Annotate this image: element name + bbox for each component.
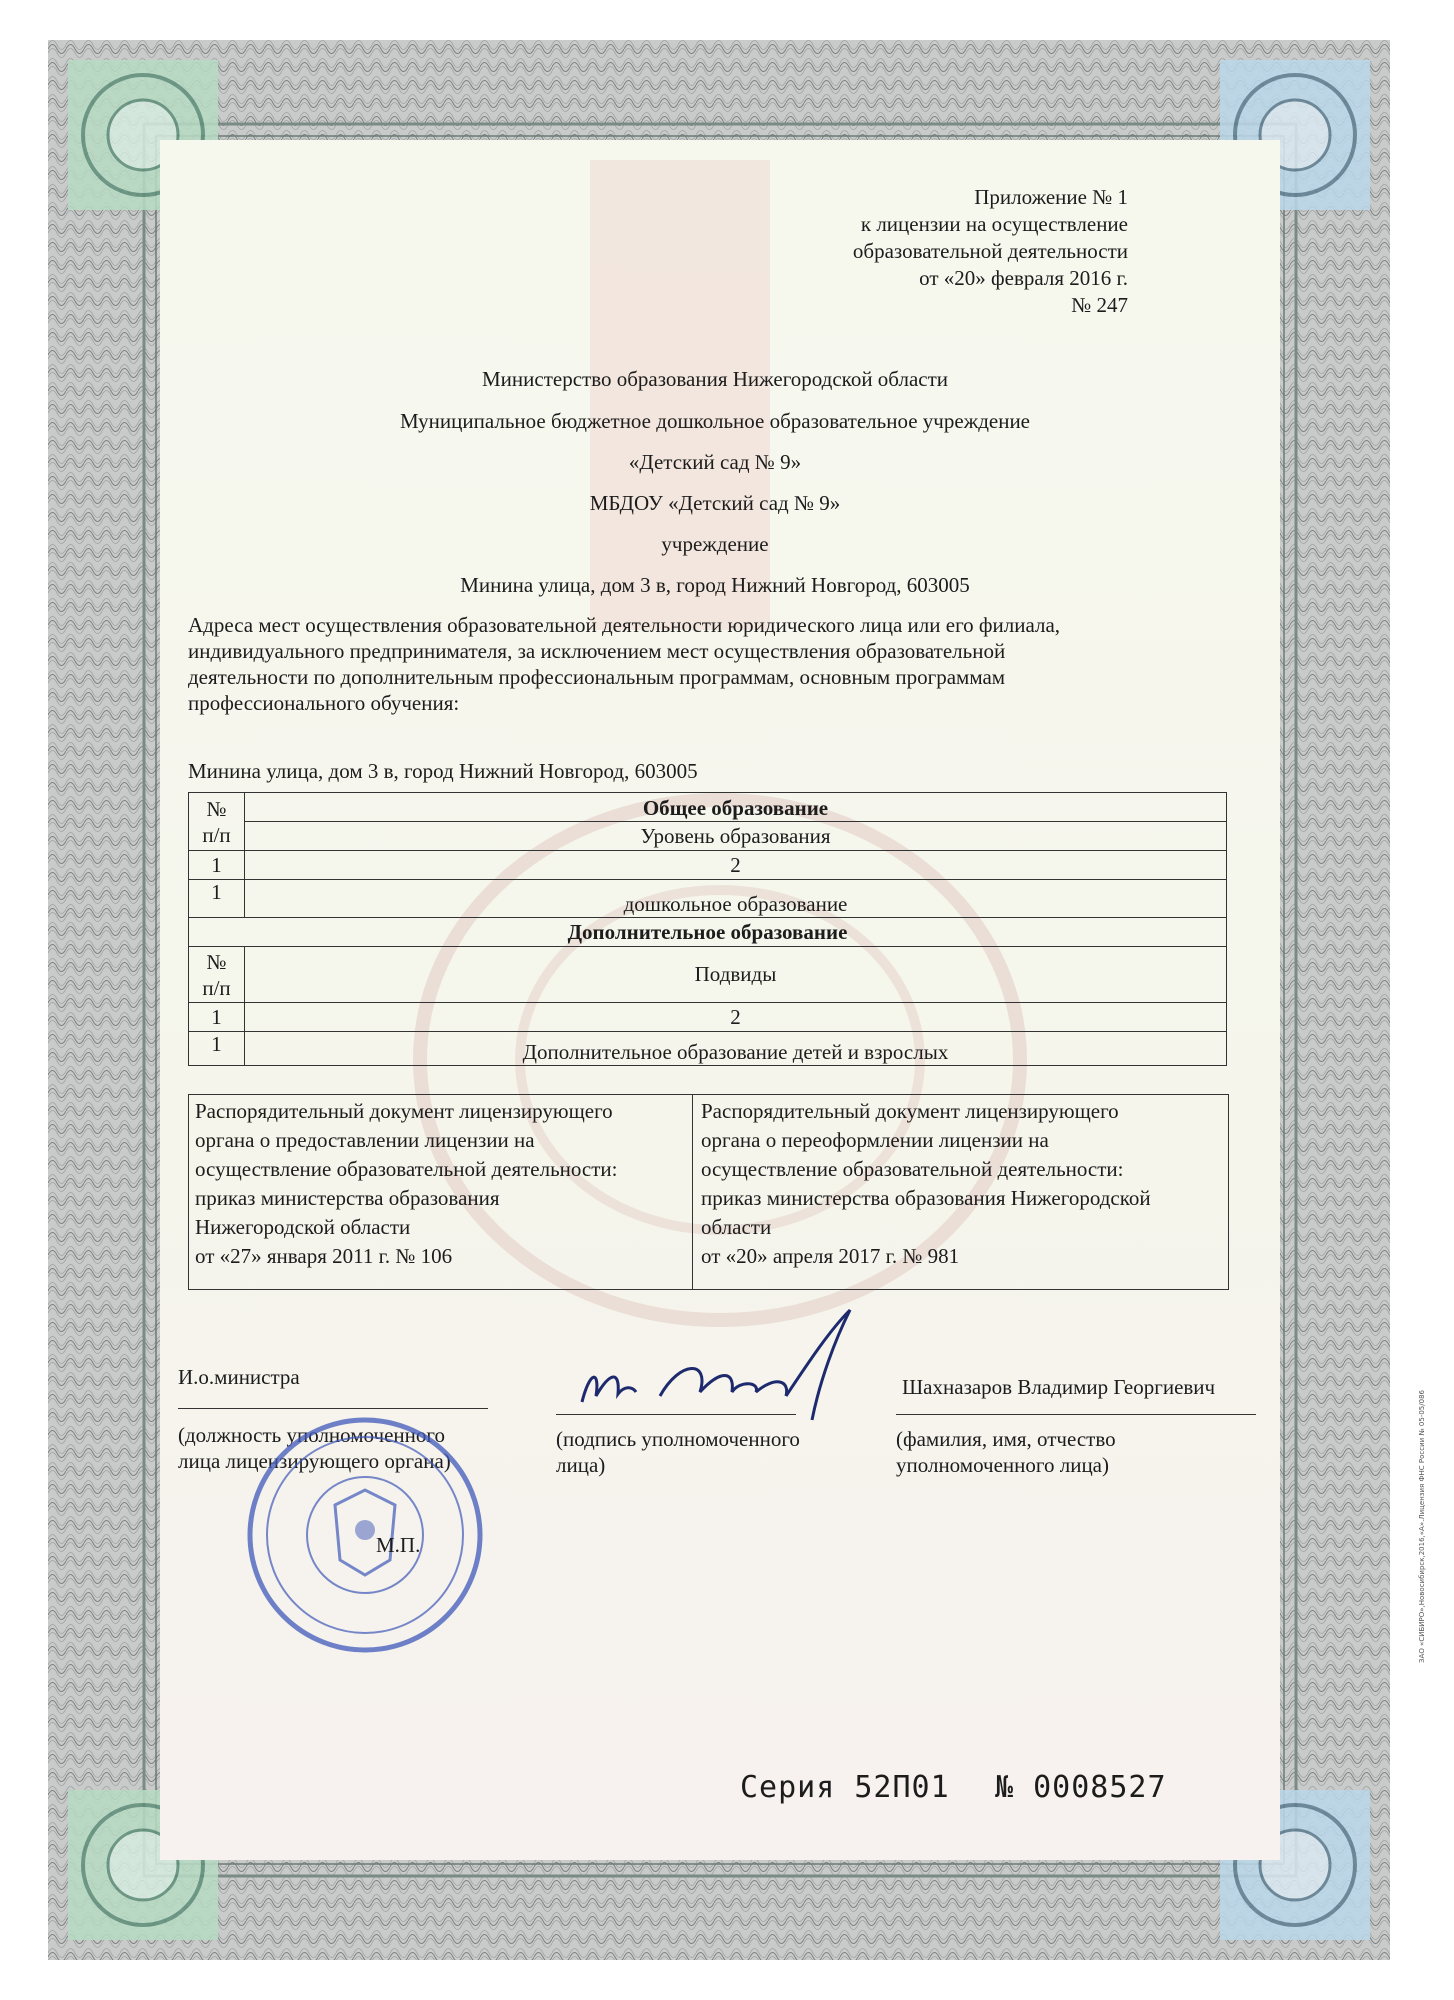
order-line: Распорядительный документ лицензирующего: [701, 1099, 1119, 1123]
signature-caption: (подпись уполномоченного: [556, 1427, 800, 1451]
addresses-note: Адреса мест осуществления образовательной деятельности юридического лица или его филиала,: [188, 613, 1061, 637]
position-caption: (должность уполномоченного: [178, 1423, 445, 1447]
org-short-name: МБДОУ «Детский сад № 9»: [589, 491, 841, 515]
org-full-name: Муниципальное бюджетное дошкольное образовательное учреждение: [400, 409, 1030, 433]
num-header-cell: [189, 947, 245, 1003]
addresses-note: профессионального обучения:: [188, 691, 460, 715]
order-line: приказ министерства образования: [195, 1186, 500, 1210]
printer-imprint: ЗАО «СИБИРО»,Новосибирск,2016,«А».Лицензия ФНС России № 05-05/086: [1418, 1390, 1426, 1663]
ministry-name: Министерство образования Нижегородской области: [481, 367, 949, 391]
order-reissue: [701, 1097, 1151, 1271]
name-caption: (фамилия, имя, отчество: [896, 1427, 1116, 1451]
signer-name: Шахназаров Владимир Георгиевич: [902, 1375, 1216, 1399]
order-line: Распорядительный документ лицензирующего: [195, 1099, 613, 1123]
appendix-number: № 247: [1071, 293, 1128, 317]
order-line: органа о переоформлении лицензии на: [701, 1128, 1049, 1152]
order-line: от «27» января 2011 г. № 106: [195, 1244, 453, 1268]
row-value: Дополнительное образование детей и взрослых: [245, 1032, 1227, 1066]
place-address: Минина улица, дом 3 в, город Нижний Новгород, 603005: [188, 759, 698, 783]
col-number: 1: [189, 1003, 245, 1032]
addresses-note: деятельности по дополнительным профессиональным программам, основным программам: [188, 665, 1006, 689]
addresses-note: индивидуального предпринимателя, за исключением мест осуществления образовательной: [188, 639, 1006, 663]
org-type: учреждение: [661, 532, 769, 556]
num-pp: п/п: [202, 975, 231, 1000]
general-education-title: Общее образование: [245, 793, 1227, 822]
official-seal: [240, 1410, 490, 1660]
col-number: 2: [245, 851, 1227, 880]
signer-position: И.о.министра: [178, 1365, 300, 1389]
subtypes-header: Подвиды: [245, 947, 1227, 1003]
appendix-title: Приложение № 1: [974, 185, 1128, 209]
series-label: Серия 52П01: [740, 1770, 950, 1805]
order-line: приказ министерства образования Нижегородской: [701, 1186, 1151, 1210]
row-number: 1: [189, 1032, 245, 1066]
position-line: [178, 1408, 488, 1409]
row-number: 1: [189, 880, 245, 918]
order-line: Нижегородской области: [195, 1215, 411, 1239]
order-line: от «20» апреля 2017 г. № 981: [701, 1244, 960, 1268]
order-line: области: [701, 1215, 772, 1239]
signature-line: [556, 1414, 796, 1415]
num-header-cell: [189, 793, 245, 851]
order-line: осуществление образовательной деятельности:: [701, 1157, 1124, 1181]
position-caption: лица лицензирующего органа): [178, 1449, 451, 1473]
additional-education-title: Дополнительное образование: [189, 918, 1227, 947]
signature-caption: лица): [556, 1453, 606, 1477]
num-sign: №: [206, 796, 227, 821]
level-header: Уровень образования: [245, 822, 1227, 851]
num-pp: п/п: [202, 822, 231, 847]
row-value: дошкольное образование: [245, 880, 1227, 918]
org-full-name: «Детский сад № 9»: [628, 450, 802, 474]
handwritten-signature: [560, 1300, 880, 1430]
col-number: 2: [245, 1003, 1227, 1032]
appendix-line: образовательной деятельности: [852, 239, 1128, 263]
order-line: органа о предоставлении лицензии на: [195, 1128, 535, 1152]
col-number: 1: [189, 851, 245, 880]
name-caption: уполномоченного лица): [896, 1453, 1109, 1477]
appendix-date: от «20» февраля 2016 г.: [919, 266, 1128, 290]
order-issue: [195, 1097, 618, 1271]
stamp-place: М.П.: [376, 1533, 421, 1557]
name-line: [896, 1414, 1256, 1415]
form-number: № 0008527: [995, 1770, 1167, 1805]
orders-box: [188, 1094, 1229, 1290]
org-address: Минина улица, дом 3 в, город Нижний Новгород, 603005: [460, 573, 970, 597]
order-line: осуществление образовательной деятельности:: [195, 1157, 618, 1181]
num-sign: №: [206, 949, 227, 974]
education-table: [188, 792, 1227, 1066]
appendix-line: к лицензии на осуществление: [860, 212, 1128, 236]
